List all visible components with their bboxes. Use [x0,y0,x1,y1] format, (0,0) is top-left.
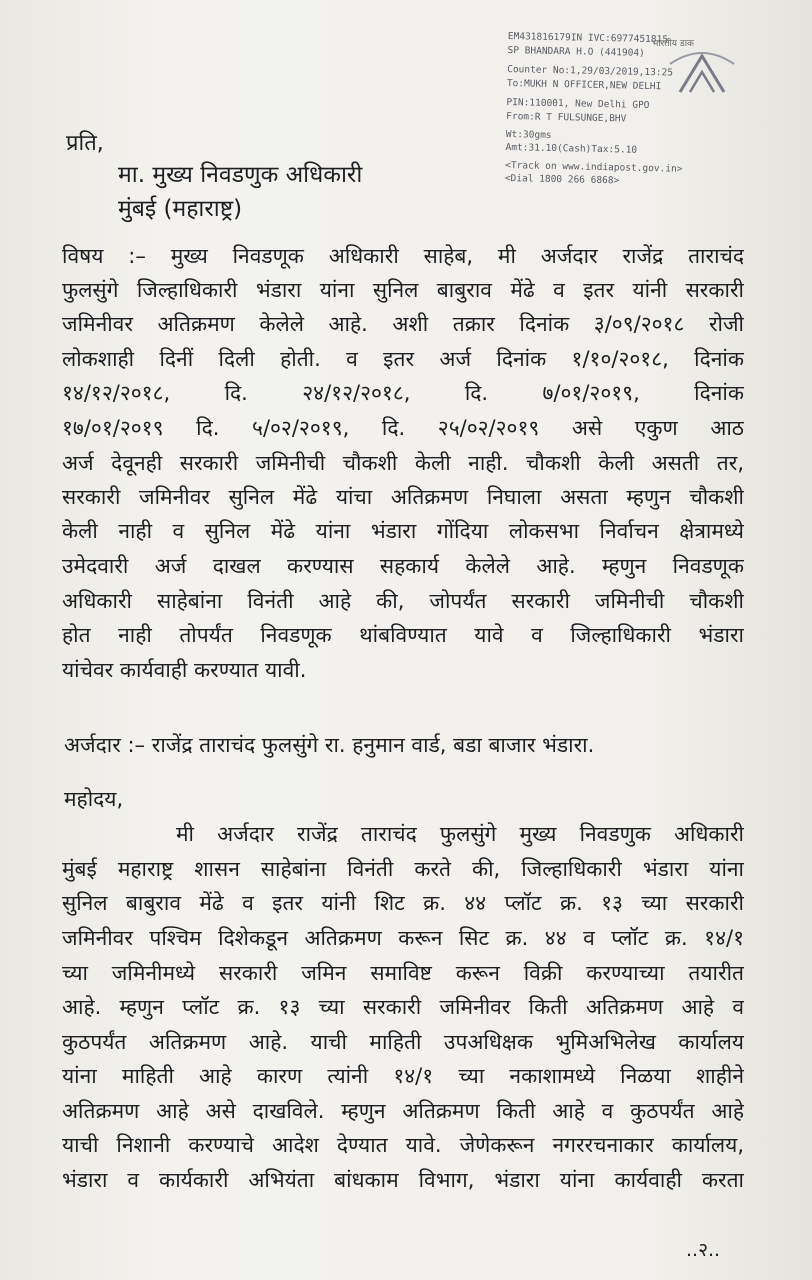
body-line: च्या जमिनीमध्ये सरकारी जमिन समाविष्ट करून विक्री करण्याच्या तयारीत [62,961,744,985]
subject-line: जमिनीवर अतिक्रमण केलेले आहे. अशी तक्रार दिनांक ३/०९/२०१८ रोजी [62,312,744,336]
body-line: याची निशानी करण्याचे आदेश देण्यात यावे. जेणेकरून नगररचनाकार कार्यालय, [62,1133,744,1157]
stamp-line: PIN:110001, New Delhi GPO [506,97,650,112]
stamp-line: From:R T FULSUNGE,BHV [506,110,627,125]
subject-line: होत नाही तोपर्यंत निवडणूक थांबविण्यात यावे व जिल्हाधिकारी भंडारा [62,623,744,647]
body-line: सुनिल बाबुराव मेंढे व इतर यांनी शिट क्र. ४४ प्लॉट क्र. १३ च्या सरकारी [62,891,744,915]
india-post-logo [640,34,760,98]
body-line: यांना माहिती आहे कारण त्यांनी १४/१ च्या नकाशामध्ये निळया शाहीने [62,1064,744,1088]
salutation: प्रति, [66,131,104,156]
stamp-line: <Dial 1800 266 6868> [504,173,620,187]
subject-line: अर्ज देवूनही सरकारी जमिनीची चौकशी केली नाही. चौकशी केली असती तर, [62,451,744,475]
page-number-marker: ..२.. [686,1239,721,1261]
body-line: जमिनीवर पश्चिम दिशेकडून अतिक्रमण करून सिट क्र. ४४ व प्लॉट क्र. १४/१ [62,926,744,950]
stamp-line: Counter No:1,29/03/2019,13:25 [507,64,674,79]
applicant-line: अर्जदार :– राजेंद्र ताराचंद फुलसुंगे रा. हनुमान वार्ड, बडा बाजार भंडारा. [64,733,595,757]
body-line: अतिक्रमण आहे असे दाखविले. म्हणुन अतिक्रमण किती आहे व कुठपर्यंत आहे [62,1099,744,1123]
stamp-line: Amt:31.10(Cash)Tax:5.10 [505,142,638,156]
addressee-title: मा. मुख्य निवडणुक अधिकारी [118,162,363,188]
body-line: मी अर्जदार राजेंद्र ताराचंद फुलसुंगे मुख्य निवडणुक अधिकारी [176,822,744,846]
subject-line: लोकशाही दिनीं दिली होती. व इतर अर्ज दिनांक १/१०/२०१८, दिनांक [62,347,744,371]
subject-line: फुलसुंगे जिल्हाधिकारी भंडारा यांना सुनिल बाबुराव मेंढे व इतर यांनी सरकारी [62,278,744,302]
subject-line: उमेदवारी अर्ज दाखल करण्यास सहकार्य केलेले आहे. म्हणुन निवडणूक [62,554,744,578]
body-line: भंडारा व कार्यकारी अभियंता बांधकाम विभाग, भंडारा यांना कार्यवाही करता [62,1168,744,1192]
subject-line: सरकारी जमिनीवर सुनिल मेंढे यांचा अतिक्रमण निघाला असता म्हणुन चौकशी [62,485,744,509]
subject-line: केली नाही व सुनिल मेंढे यांना भंडारा गोंदिया लोकसभा निर्वाचन क्षेत्रामध्ये [62,519,744,543]
india-post-logo-text: भारतीय डाक [652,39,694,49]
body-line: आहे. म्हणुन प्लॉट क्र. १३ च्या सरकारी जमिनीवर किती अतिक्रमण आहे व [62,995,744,1019]
stamp-line: <Track on www.indiapost.gov.in> [505,159,683,175]
stamp-line: To:MUKH N OFFICER,NEW DELHI [506,77,662,93]
body-line: मुंबई महाराष्ट्र शासन साहेबांना विनंती करते की, जिल्हाधिकारी भंडारा यांना [62,857,744,881]
subject-line: यांचेवर कार्यवाही करण्यात यावी. [62,658,307,682]
body-line: कुठपर्यंत अतिक्रमण आहे. याची माहिती उपअधिक्षक भुमिअभिलेख कार्यालय [62,1030,744,1054]
stamp-line: Wt:30gms [505,128,552,141]
addressee-location: मुंबई (महाराष्ट्र) [118,196,243,222]
subject-line: अधिकारी साहेबांना विनंती आहे की, जोपर्यंत सरकारी जमिनीची चौकशी [62,589,744,613]
stamp-line: SP BHANDARA H.O (441904) [507,44,645,59]
subject-line: १७/०१/२०१९ दि. ५/०२/२०१९, दि. २५/०२/२०१९ असे एकुण आठ [62,416,744,440]
greeting: महोदय, [64,787,124,811]
stamp-line: EM431816179IN IVC:6977451815 [507,30,669,46]
subject-line: १४/१२/२०१८, दि. २४/१२/२०१८, दि. ७/०१/२०१९, दिनांक [62,381,744,405]
subject-line: विषय :– मुख्य निवडणूक अधिकारी साहेब, मी अर्जदार राजेंद्र ताराचंद [62,244,744,268]
